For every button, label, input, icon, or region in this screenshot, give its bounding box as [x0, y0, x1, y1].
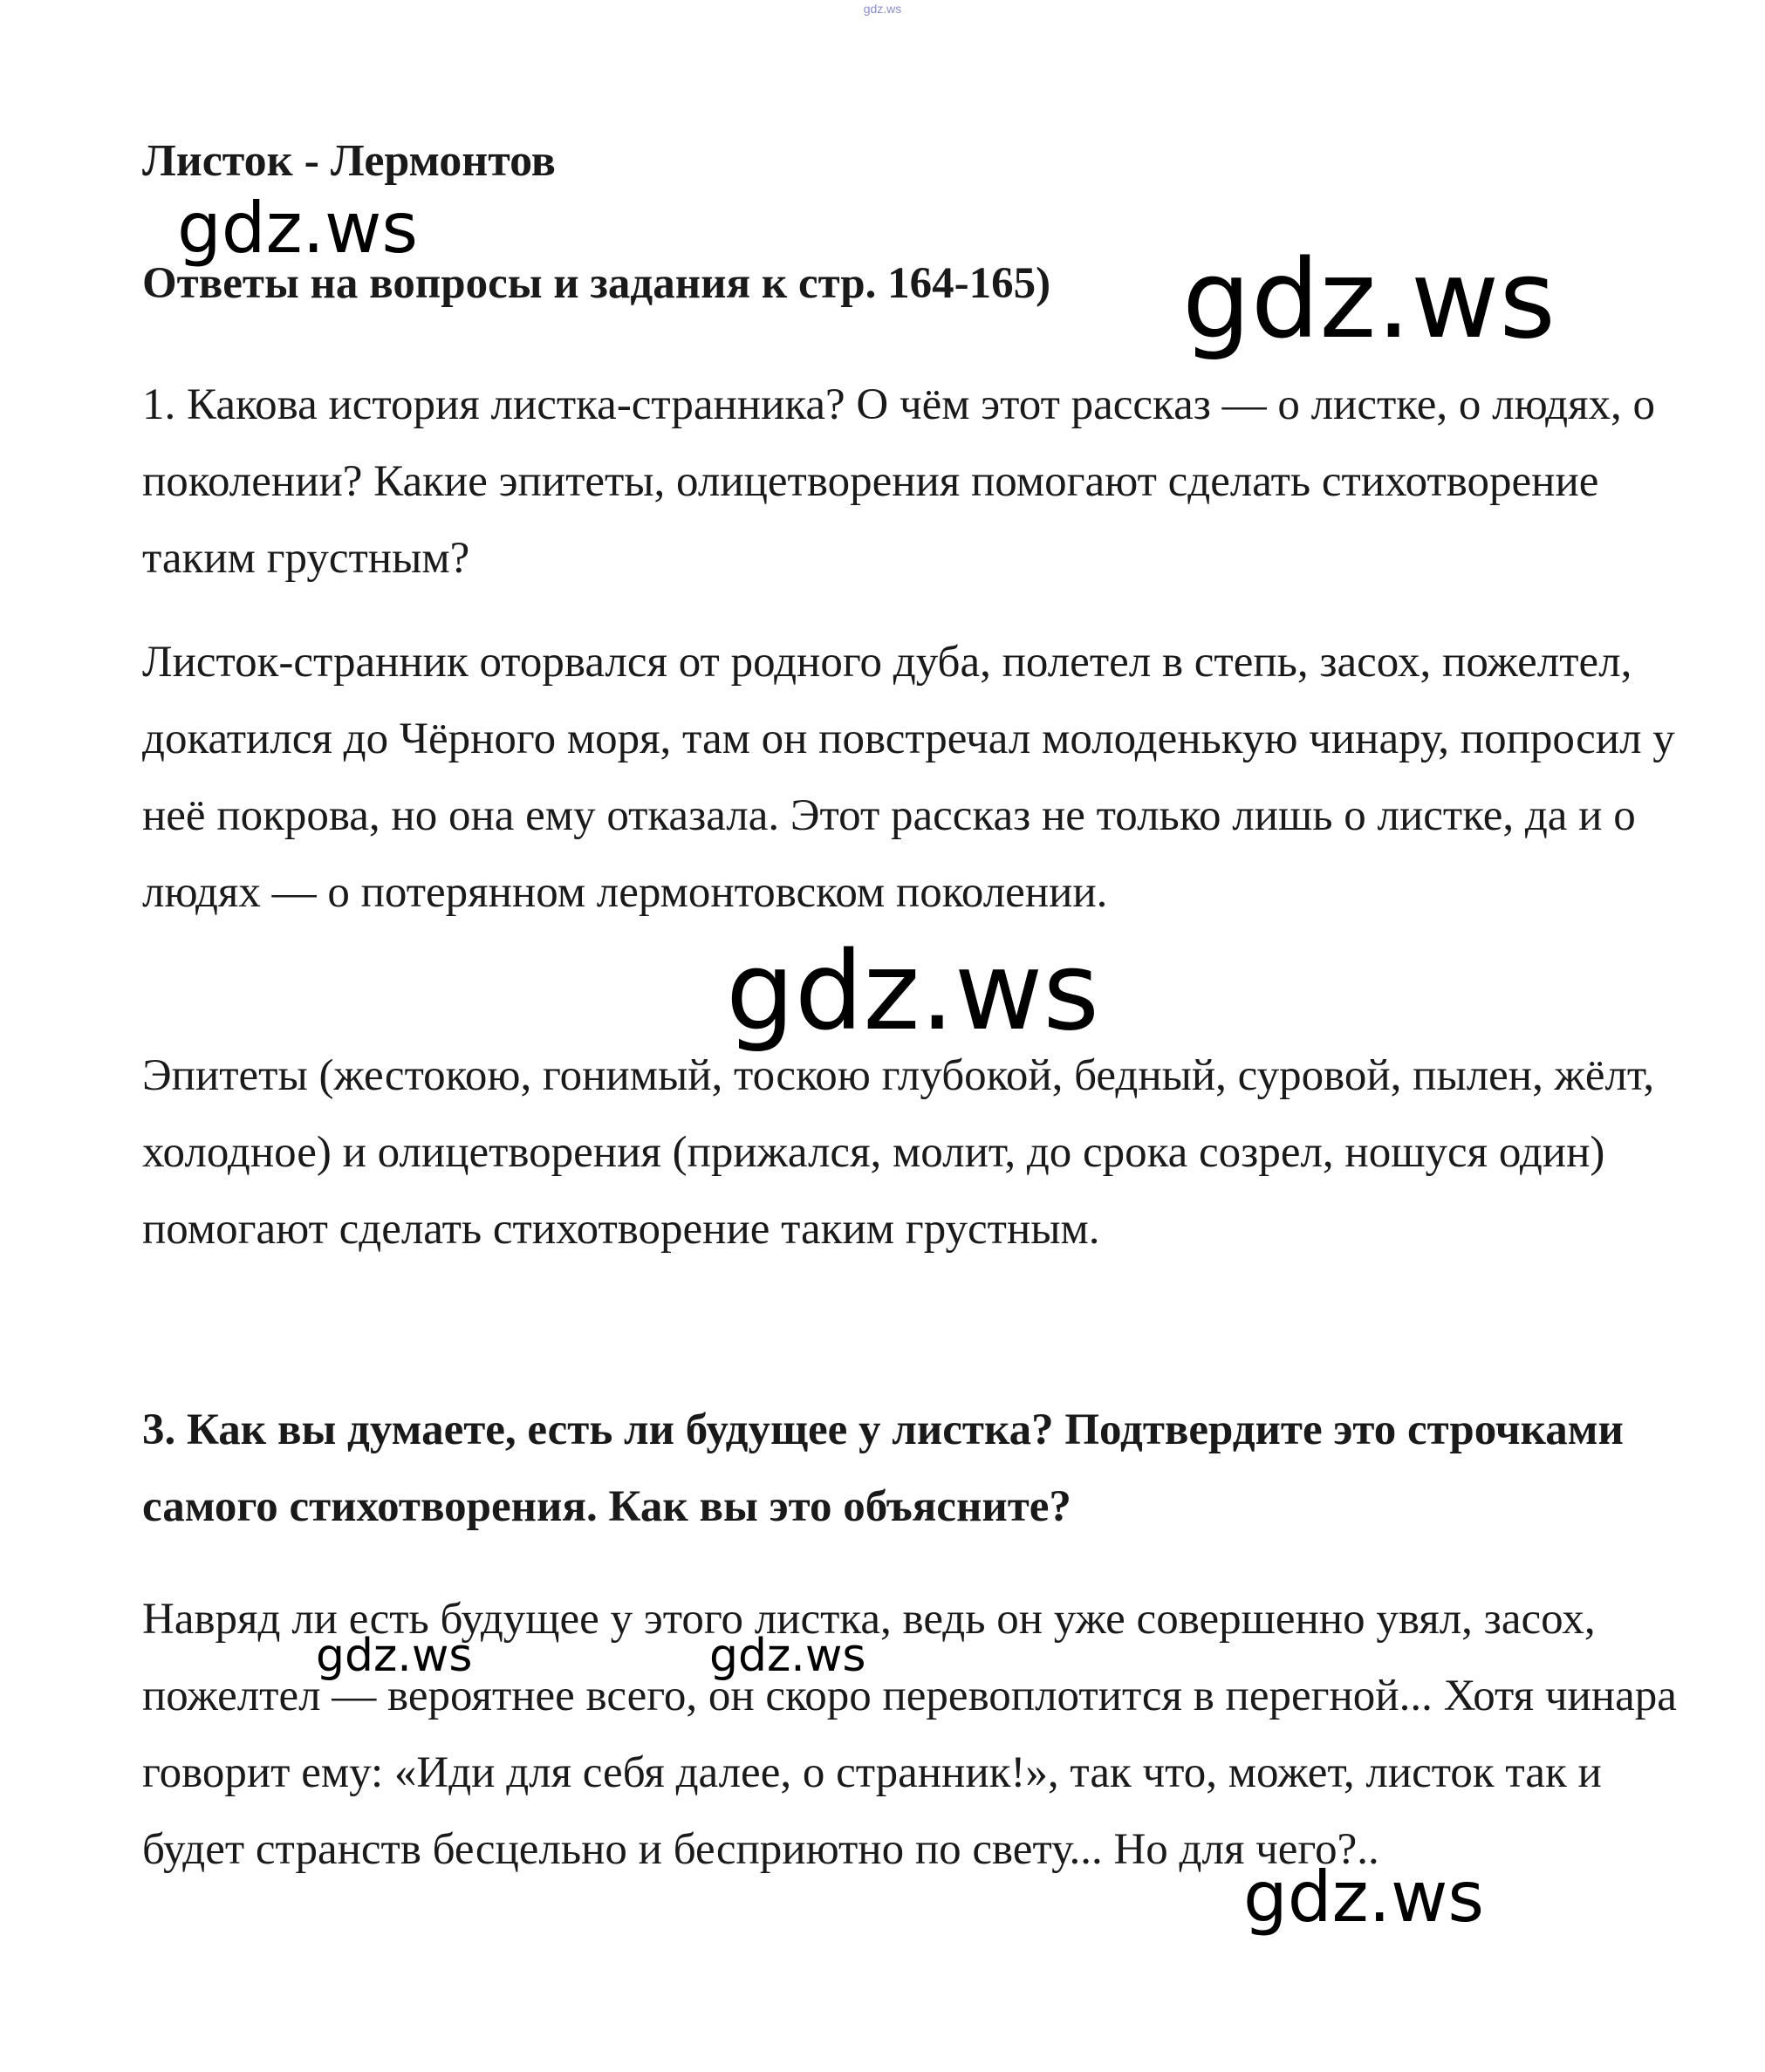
watermark: gdz.ws: [177, 188, 419, 269]
watermark: gdz.ws: [709, 1630, 866, 1682]
watermark: gdz.ws: [1182, 237, 1556, 363]
answer-1-paragraph-1: Листок-странник оторвался от родного дуба, полетел в степь, засох, пожелтел, докатился до Чёрного моря, там он повстречал молоденькую чинару, попросил у неё покрова, но она ему отказала. Этот рассказ не только лишь о листке, да и о людях — о потерянном лермонтовском поколении.: [142, 638, 1675, 917]
question-1: 1. Какова история листка-странника? О чём этот рассказ — о листке, о людях, о поколении? Какие эпитеты, олицетворения помогают сделать стихотворение таким грустным?: [142, 380, 1656, 583]
page-title: Листок - Лермонтов: [142, 136, 556, 186]
watermark: gdz.ws: [1243, 1857, 1485, 1938]
top-watermark: gdz.ws: [863, 2, 902, 16]
watermark: gdz.ws: [316, 1630, 473, 1682]
watermark: gdz.ws: [726, 929, 1099, 1055]
section-subtitle: Ответы на вопросы и задания к стр. 164-165): [142, 259, 1051, 308]
answer-3: Навряд ли есть будущее у этого листка, ведь он уже совершенно увял, засох, пожелтел — вероятнее всего, он скоро перевоплотится в перегной... Хотя чинара говорит ему: «Иди для себя далее, о странник!», так что, может, листок так и будет странств бесцельно и бесприютно по свету... Но для чего?..: [142, 1595, 1677, 1874]
answer-1-paragraph-2: Эпитеты (жестокою, гонимый, тоскою глубокой, бедный, суровой, пылен, жёлт, холодное) и олицетворения (прижался, молит, до срока созрел, ношуся один) помогают сделать стихотворение таким грустным.: [142, 1051, 1655, 1254]
question-3: 3. Как вы думаете, есть ли будущее у листка? Подтвердите это строчками самого стихотворения. Как вы это объясните?: [142, 1405, 1624, 1531]
